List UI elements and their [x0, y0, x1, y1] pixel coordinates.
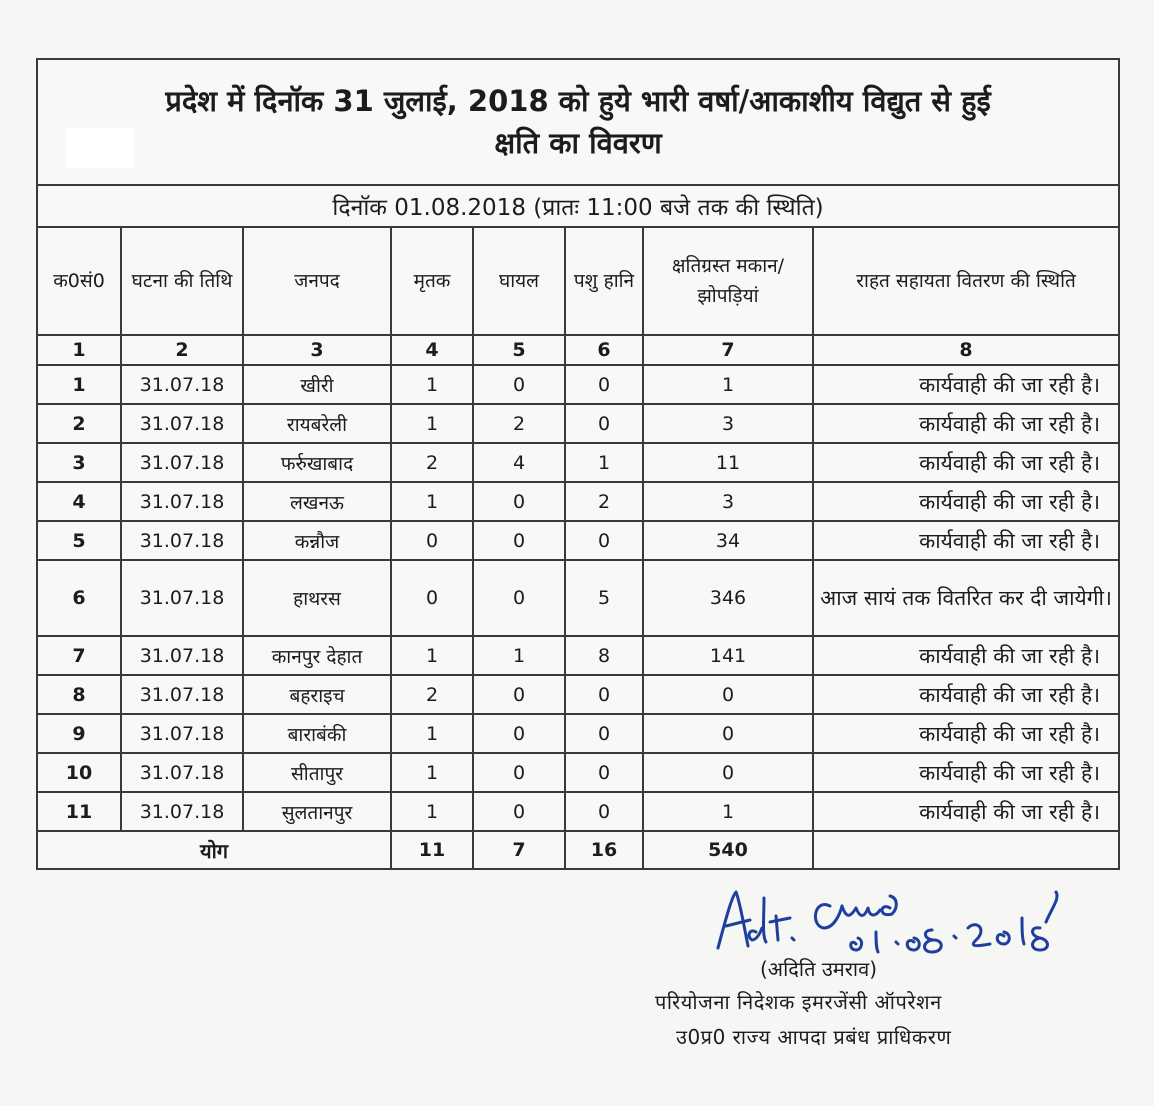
row-houses: 3: [643, 404, 813, 443]
row-dead: 1: [391, 753, 473, 792]
row-houses: 0: [643, 753, 813, 792]
row-dead: 1: [391, 404, 473, 443]
row-livestock: 0: [565, 404, 643, 443]
row-date: 31.07.18: [121, 443, 243, 482]
row-status: आज सायं तक वितरित कर दी जायेगी।: [813, 560, 1119, 636]
column-number: 3: [243, 335, 391, 365]
row-district: खीरी: [243, 365, 391, 404]
signatory-designation: परियोजना निदेशक इमरजेंसी ऑपरेशन: [655, 990, 942, 1014]
row-date: 31.07.18: [121, 792, 243, 831]
row-livestock: 0: [565, 365, 643, 404]
header-date: घटना की तिथि: [121, 227, 243, 335]
header-injured: घायल: [473, 227, 565, 335]
row-livestock: 0: [565, 521, 643, 560]
row-district: हाथरस: [243, 560, 391, 636]
total-houses: 540: [643, 831, 813, 869]
row-injured: 0: [473, 521, 565, 560]
header-relief: राहत सहायता वितरण की स्थिति: [813, 227, 1119, 335]
row-livestock: 5: [565, 560, 643, 636]
row-sno: 1: [37, 365, 121, 404]
row-dead: 0: [391, 521, 473, 560]
row-injured: 0: [473, 560, 565, 636]
row-houses: 3: [643, 482, 813, 521]
row-dead: 1: [391, 636, 473, 675]
row-status: कार्यवाही की जा रही है।: [813, 675, 1119, 714]
row-injured: 0: [473, 792, 565, 831]
row-date: 31.07.18: [121, 675, 243, 714]
table-row: [37, 753, 1119, 792]
row-district: सीतापुर: [243, 753, 391, 792]
row-status: कार्यवाही की जा रही है।: [813, 792, 1119, 831]
table-header-row: [37, 227, 1119, 335]
row-sno: 10: [37, 753, 121, 792]
row-district: सुलतानपुर: [243, 792, 391, 831]
row-houses: 1: [643, 365, 813, 404]
column-number: 7: [643, 335, 813, 365]
row-status: कार्यवाही की जा रही है।: [813, 404, 1119, 443]
row-houses: 141: [643, 636, 813, 675]
column-number: 4: [391, 335, 473, 365]
row-livestock: 0: [565, 675, 643, 714]
row-district: कानपुर देहात: [243, 636, 391, 675]
row-dead: 1: [391, 714, 473, 753]
row-district: रायबरेली: [243, 404, 391, 443]
row-houses: 0: [643, 675, 813, 714]
row-sno: 11: [37, 792, 121, 831]
row-houses: 346: [643, 560, 813, 636]
row-injured: 0: [473, 753, 565, 792]
table-row: [37, 365, 1119, 404]
row-injured: 0: [473, 714, 565, 753]
row-status: कार्यवाही की जा रही है।: [813, 714, 1119, 753]
row-district: कन्नौज: [243, 521, 391, 560]
row-houses: 1: [643, 792, 813, 831]
row-houses: 34: [643, 521, 813, 560]
header-houses: क्षतिग्रस्त मकान/ झोपड़ियां: [643, 227, 813, 335]
report-title: [37, 59, 1119, 185]
row-district: बाराबंकी: [243, 714, 391, 753]
total-livestock: 16: [565, 831, 643, 869]
table-row: [37, 443, 1119, 482]
total-dead: 11: [391, 831, 473, 869]
row-injured: 0: [473, 482, 565, 521]
row-district: फर्रुखाबाद: [243, 443, 391, 482]
table-row: [37, 404, 1119, 443]
row-date: 31.07.18: [121, 365, 243, 404]
row-injured: 1: [473, 636, 565, 675]
row-date: 31.07.18: [121, 482, 243, 521]
signatory-organization: उ0प्र0 राज्य आपदा प्रबंध प्राधिकरण: [676, 1025, 952, 1049]
report-title-line1: प्रदेश में दिनॉक 31 जुलाई, 2018 को हुये भारी वर्षा/आकाशीय विद्युत से हुई: [165, 84, 991, 118]
row-sno: 5: [37, 521, 121, 560]
table-row: [37, 792, 1119, 831]
row-dead: 1: [391, 792, 473, 831]
damage-report-table: [36, 58, 1120, 870]
total-status-empty: [813, 831, 1119, 869]
row-status: कार्यवाही की जा रही है।: [813, 753, 1119, 792]
row-district: लखनऊ: [243, 482, 391, 521]
redaction-box: [66, 128, 134, 168]
row-date: 31.07.18: [121, 560, 243, 636]
table-row: [37, 521, 1119, 560]
row-livestock: 8: [565, 636, 643, 675]
column-number: 2: [121, 335, 243, 365]
report-subtitle: दिनॉक 01.08.2018 (प्रातः 11:00 बजे तक की स्थिति): [37, 185, 1119, 227]
row-dead: 1: [391, 365, 473, 404]
table-row: [37, 636, 1119, 675]
row-date: 31.07.18: [121, 714, 243, 753]
row-dead: 2: [391, 675, 473, 714]
column-number-row: [37, 335, 1119, 365]
row-status: कार्यवाही की जा रही है।: [813, 482, 1119, 521]
row-date: 31.07.18: [121, 636, 243, 675]
row-houses: 11: [643, 443, 813, 482]
row-livestock: 0: [565, 714, 643, 753]
report-sheet: [36, 58, 1118, 870]
table-row: [37, 675, 1119, 714]
total-injured: 7: [473, 831, 565, 869]
row-dead: 1: [391, 482, 473, 521]
column-number: 8: [813, 335, 1119, 365]
row-sno: 2: [37, 404, 121, 443]
row-injured: 4: [473, 443, 565, 482]
row-livestock: 1: [565, 443, 643, 482]
signatory-name: (अदिति उमराव): [760, 957, 878, 981]
header-dead: मृतक: [391, 227, 473, 335]
total-row: [37, 831, 1119, 869]
report-title-line2: क्षति का विवरण: [494, 126, 662, 160]
row-sno: 7: [37, 636, 121, 675]
row-date: 31.07.18: [121, 404, 243, 443]
row-sno: 4: [37, 482, 121, 521]
row-date: 31.07.18: [121, 521, 243, 560]
column-number: 6: [565, 335, 643, 365]
column-number: 1: [37, 335, 121, 365]
row-injured: 0: [473, 675, 565, 714]
row-livestock: 0: [565, 753, 643, 792]
header-livestock: पशु हानि: [565, 227, 643, 335]
row-status: कार्यवाही की जा रही है।: [813, 521, 1119, 560]
total-label: योग: [37, 831, 391, 869]
row-injured: 0: [473, 365, 565, 404]
row-sno: 8: [37, 675, 121, 714]
row-status: कार्यवाही की जा रही है।: [813, 365, 1119, 404]
row-livestock: 0: [565, 792, 643, 831]
row-dead: 2: [391, 443, 473, 482]
header-district: जनपद: [243, 227, 391, 335]
row-date: 31.07.18: [121, 753, 243, 792]
table-row: [37, 560, 1119, 636]
row-district: बहराइच: [243, 675, 391, 714]
row-houses: 0: [643, 714, 813, 753]
row-sno: 6: [37, 560, 121, 636]
table-row: [37, 482, 1119, 521]
row-livestock: 2: [565, 482, 643, 521]
row-injured: 2: [473, 404, 565, 443]
row-status: कार्यवाही की जा रही है।: [813, 443, 1119, 482]
table-row: [37, 714, 1119, 753]
row-sno: 9: [37, 714, 121, 753]
row-sno: 3: [37, 443, 121, 482]
column-number: 5: [473, 335, 565, 365]
header-sno: क0सं0: [37, 227, 121, 335]
row-dead: 0: [391, 560, 473, 636]
row-status: कार्यवाही की जा रही है।: [813, 636, 1119, 675]
